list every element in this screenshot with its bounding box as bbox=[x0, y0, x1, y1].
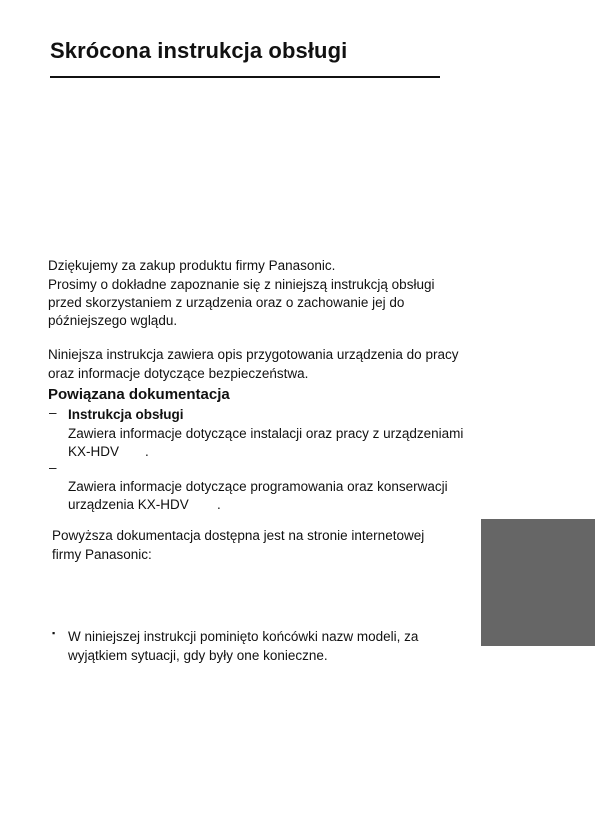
intro-line-3: przed skorzystaniem z urządzenia oraz o zachowanie jej do bbox=[48, 295, 405, 310]
page-title: Skrócona instrukcja obsługi bbox=[50, 38, 348, 63]
note-line-2: wyjątkiem sytuacji, gdy były one konieczne. bbox=[68, 648, 328, 663]
related-item-2-line-2: urządzenia KX-HDV bbox=[68, 497, 189, 512]
availability-line-2: firmy Panasonic: bbox=[52, 547, 152, 562]
related-item-1-name: Instrukcja obsługi bbox=[68, 407, 184, 422]
note-bullet-icon: ▪ bbox=[52, 628, 56, 638]
intro-line-4: późniejszego wglądu. bbox=[48, 313, 178, 328]
description-line-2: oraz informacje dotyczące bezpieczeństwa. bbox=[48, 366, 309, 381]
side-tab-marker bbox=[481, 519, 595, 646]
related-item-1-suffix: . bbox=[145, 444, 149, 459]
related-item-1-line-1: Zawiera informacje dotyczące instalacji oraz pracy z urządzeniami bbox=[68, 426, 464, 441]
related-item-2-suffix: . bbox=[217, 497, 221, 512]
note-line-1: W niniejszej instrukcji pominięto końcówki nazw modeli, za bbox=[68, 629, 419, 644]
intro-line-2: Prosimy o dokładne zapoznanie się z niniejszą instrukcją obsługi bbox=[48, 277, 435, 292]
related-docs-heading: Powiązana dokumentacja bbox=[48, 386, 230, 403]
description-line-1: Niniejsza instrukcja zawiera opis przygotowania urządzenia do pracy bbox=[48, 347, 459, 362]
intro-line-1: Dziękujemy za zakup produktu firmy Panasonic. bbox=[48, 258, 336, 273]
related-item-2-dash: – bbox=[49, 460, 57, 475]
related-item-2-line-1: Zawiera informacje dotyczące programowania oraz konserwacji bbox=[68, 479, 448, 494]
related-item-1-line-2: KX-HDV bbox=[68, 444, 120, 459]
related-item-1-dash: – bbox=[49, 405, 57, 420]
availability-line-1: Powyższa dokumentacja dostępna jest na stronie internetowej bbox=[52, 528, 425, 543]
title-divider bbox=[50, 76, 440, 78]
